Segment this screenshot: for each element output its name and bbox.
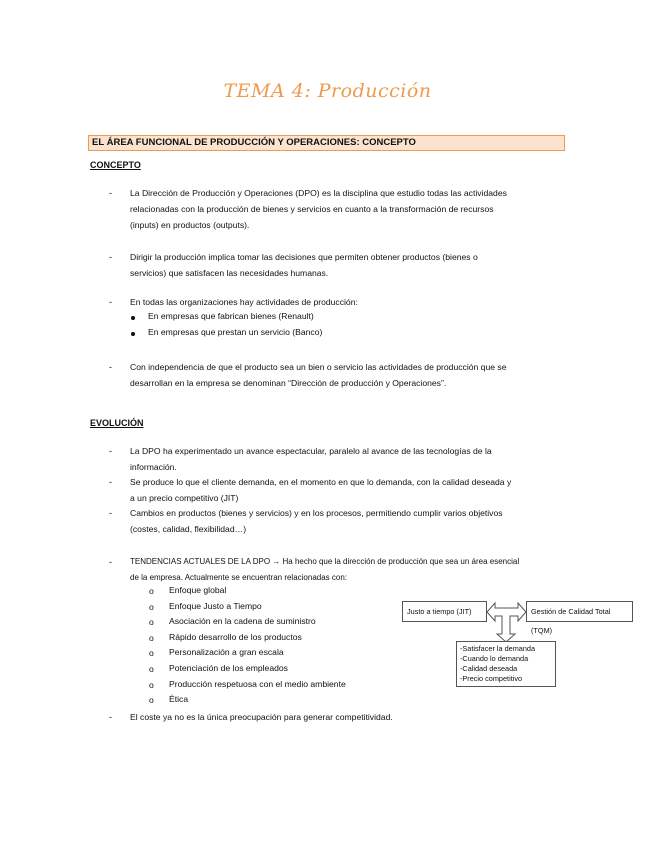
three-way-arrow-icon (487, 603, 526, 642)
dash-marker: - (109, 188, 112, 198)
text-line: (inputs) en productos (outputs). (130, 220, 250, 230)
list-item: Asociación en la cadena de suministro (169, 616, 316, 626)
jit-box: Justo a tiempo (JIT) (402, 601, 487, 622)
text-line: Con independencia de que el producto sea un bien o servicio las actividades de producción que se (130, 362, 507, 372)
evolucion-last-paragraph: El coste ya no es la única preocupación para generar competitividad. (130, 712, 393, 722)
section-header: EL ÁREA FUNCIONAL DE PRODUCCIÓN Y OPERACIONES: CONCEPTO (88, 135, 565, 151)
text-line: La DPO ha experimentado un avance espectacular, paralelo al avance de las tecnologías de la (130, 446, 492, 456)
arrow-right-icon: → (272, 557, 281, 566)
list-item: Enfoque Justo a Tiempo (169, 601, 262, 611)
dash-marker: - (109, 252, 112, 262)
text-line: desarrollan en la empresa se denominan “Dirección de producción y Operaciones”. (130, 378, 447, 388)
objective-item: -Cuando lo demanda (460, 654, 529, 663)
list-item: Personalización a gran escala (169, 647, 284, 657)
dash-marker: - (109, 446, 112, 456)
text-line: La Dirección de Producción y Operaciones (DPO) es la disciplina que estudio todas las actividades (130, 188, 507, 198)
tqm-box: Gestión de Calidad Total (TQM) (526, 601, 633, 622)
dash-marker: - (109, 477, 112, 487)
text-line: información. (130, 462, 177, 472)
page-title: TEMA 4: Producción (223, 80, 432, 102)
text-line: relacionadas con la producción de bienes y servicios en cuanto a la transformación de recursos (130, 204, 494, 214)
objective-item: -Calidad deseada (460, 664, 518, 673)
text-line: Dirigir la producción implica tomar las decisiones que permiten obtener productos (bienes o (130, 252, 478, 262)
dash-marker: - (109, 557, 112, 567)
dash-marker: - (109, 297, 112, 307)
circle-bullet-icon: o (149, 633, 154, 643)
dash-marker: - (109, 712, 112, 722)
text-line: servicios) que satisfacen las necesidades humanas. (130, 268, 329, 278)
dash-marker: - (109, 508, 112, 518)
dash-marker: - (109, 362, 112, 372)
text-line: Se produce lo que el cliente demanda, en el momento en que lo demanda, con la calidad deseada y (130, 477, 512, 487)
list-item: Ética (169, 694, 189, 704)
text-line: Cambios en productos (bienes y servicios) y en los procesos, permitiendo cumplir varios objetivos (130, 508, 503, 518)
text-line: de la empresa. Actualmente se encuentran relacionadas con: (130, 573, 348, 582)
concepto-paragraph-3: En todas las organizaciones hay actividades de producción: (130, 297, 358, 307)
circle-bullet-icon: o (149, 617, 154, 627)
objective-item: -Satisfacer la demanda (460, 644, 536, 653)
list-item: Producción respetuosa con el medio ambiente (169, 679, 346, 689)
circle-bullet-icon: o (149, 648, 154, 658)
evolucion-heading: EVOLUCIÓN (90, 418, 144, 428)
bullet-item: En empresas que prestan un servicio (Banco) (148, 327, 323, 337)
objective-item: -Precio competitivo (460, 674, 523, 683)
text-line: a un precio competitivo (JIT) (130, 493, 239, 503)
list-item: Potenciación de los empleados (169, 663, 288, 673)
circle-bullet-icon: o (149, 680, 154, 690)
circle-bullet-icon: o (149, 695, 154, 705)
tendencias-text: Ha hecho que la dirección de producción que sea un área esencial (282, 557, 520, 566)
circle-bullet-icon: o (149, 664, 154, 674)
concepto-heading: CONCEPTO (90, 160, 141, 170)
tendencias-lead: TENDENCIAS ACTUALES DE LA DPO (130, 557, 271, 566)
list-item: Rápido desarrollo de los productos (169, 632, 302, 642)
list-item: Enfoque global (169, 585, 227, 595)
objectives-box (456, 641, 556, 687)
circle-bullet-icon: o (149, 602, 154, 612)
bullet-item: En empresas que fabrican bienes (Renault) (148, 311, 314, 321)
text-line: (costes, calidad, flexibilidad…) (130, 524, 247, 534)
circle-bullet-icon: o (149, 586, 154, 596)
